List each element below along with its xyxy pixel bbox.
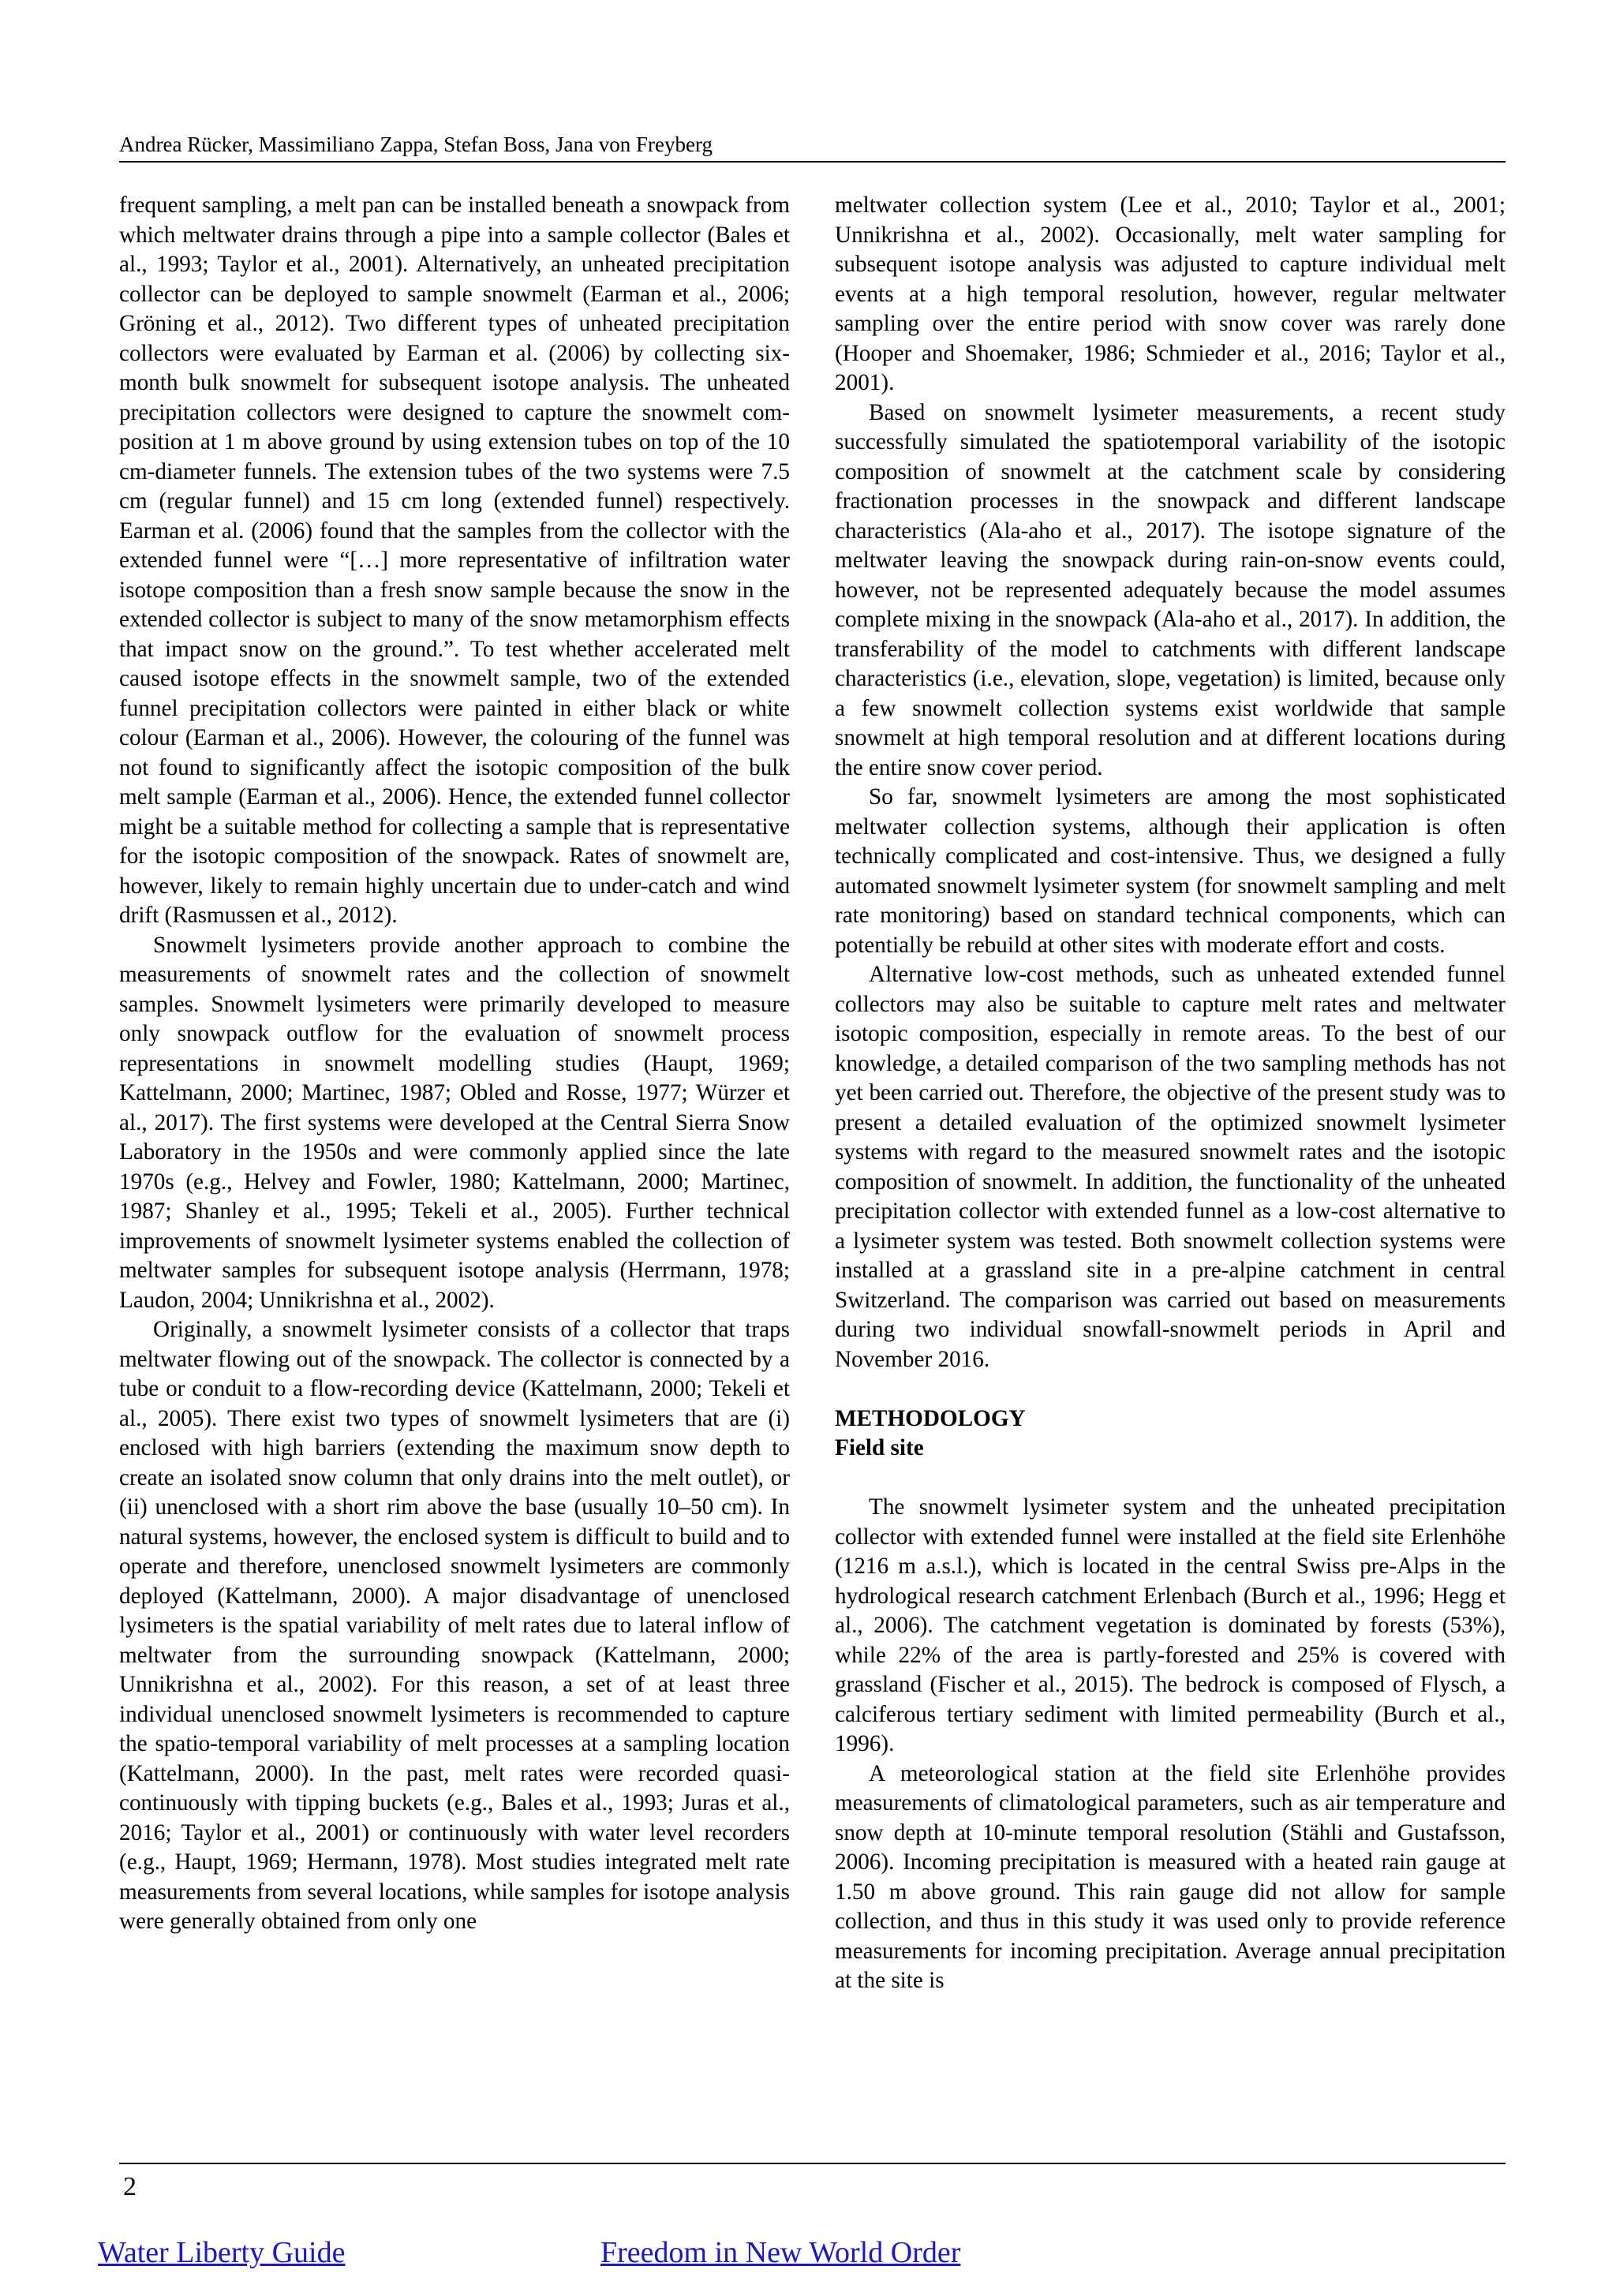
section-heading: METHODOLOGY [835, 1405, 1026, 1431]
paragraph: frequent sampling, a melt pan can be installed beneath a snowpack from which meltwater drains through a pipe into a sample collector (Bales et al., 1993; Taylor et al., 2001). Alternatively, an unheated precipitation collector can be deployed to sample snowmelt (Earman et al., 2006; Gröning et al., 2012). Two different types of unheated precipitation collectors were evaluated by Earman et al. (2006) by collecting six-month bulk snowmelt for subsequent isotope analysis. The unheated precipitation collectors were designed to capture the snowmelt composition at 1 m above ground by using extension tubes on top of the 10 cm-diameter funnels. The extension tubes of the two systems were 7.5 cm (regular funnel) and 15 cm long (extended funnel) respectively. Earman et al. (2006) found that the samples from the collector with the extended funnel were “[…] more representative of infiltration water isotope composition than a fresh snow sample because the snow in the extended collector is subject to many of the snow metamorphism effects that impact snow on the ground.”. To test whether accelerated melt caused isotope effects in the snowmelt sample, two of the extended funnel precipitation collectors were painted in either black or white colour (Earman et al., 2006). However, the colouring of the funnel was not found to significantly affect the isotopic composition of the bulk melt sample (Earman et al., 2006). Hence, the extended funnel collector might be a suitable method for collecting a sample that is representative for the isotopic composition of the snowpack. Rates of snowmelt are, however, likely to remain highly uncertain due to under-catch and wind drift (Rasmussen et al., 2012). [119, 193, 790, 928]
paragraph: Based on snowmelt lysimeter measurements, a recent study successfully simulated the spatiotemporal variability of the isotopic composition of snowmelt at the catchment scale by considering fractionation processes in the snowpack and different landscape characteristics (Ala-aho et al., 2017). The isotope signature of the meltwater leaving the snowpack during rain-on-snow events could, however, not be represented adequately because the model assumes complete mixing in the snowpack (Ala-aho et al., 2017). In addition, the transferability of the model to catchments with different landscape characteristics (i.e., elevation, slope, vegetation) is limited, because only a few snowmelt collection systems exist worldwide that sample snowmelt at high temporal resolution and at different locations during the entire snow cover period. [835, 399, 1506, 780]
paragraph: meltwater collection system (Lee et al., 2010; Taylor et al., 2001; Unnikrishna et al., 2002). Occasionally, melt water sampling for subsequent isotope analysis was adjusted to capture individual melt events at a high temporal resolution, however, regular meltwater sampling over the entire period with snow cover was rarely done (Hooper and Shoemaker, 1986; Schmieder et al., 2016; Taylor et al., 2001). [835, 193, 1506, 395]
section-spacer [835, 1464, 1506, 1494]
paragraph: Originally, a snowmelt lysimeter consists of a collector that traps meltwater flowing out of the snowpack. The collector is connected by a tube or conduit to a flow-recording device (Kattelmann, 2000; Tekeli et al., 2005). There exist two types of snowmelt lysimeters that are (i) enclosed with high barriers (extending the maximum snow depth to create an isolated snow column that only drains into the melt outlet), or (ii) unenclosed with a short rim above the base (usually 10–50 cm). In natural systems, however, the enclosed system is difficult to build and to operate and therefore, unenclosed snowmelt lysimeters are commonly deployed (Kattelmann, 2000). A major disadvantage of unenclosed lysimeters is the spatial variability of melt rates due to lateral inflow of meltwater from the surrounding snowpack (Kattelmann, 2000; Unnikrishna et al., 2002). For this reason, a set of at least three individual unenclosed snowmelt lysimeters is recommended to capture the spatio-temporal variability of melt processes at a sampling location (Kattelmann, 2000). In the past, melt rates were recorded quasi-continuously with tipping buckets (e.g., Bales et al., 1993; Juras et al., 2016; Taylor et al., 2001) or continuously with water level recorders (e.g., Haupt, 1969; Hermann, 1978). Most studies integrated melt rate measurements from several locations, while samples for isotope analysis were generally obtained from only one [119, 1317, 790, 1934]
paragraph: Snowmelt lysimeters provide another approach to combine the measurements of snowmelt rates and the collection of snowmelt samples. Snowmelt lysimeters were primarily developed to measure only snowpack outflow for the evaluation of snowmelt process representations in snowmelt modelling studies (Haupt, 1969; Kattelmann, 2000; Martinec, 1987; Obled and Rosse, 1977; Würzer et al., 2017). The first systems were developed at the Central Sierra Snow Laboratory in the 1950s and were commonly applied since the late 1970s (e.g., Helvey and Fowler, 1980; Kattelmann, 2000; Martinec, 1987; Shanley et al., 1995; Tekeli et al., 2005). Further technical improvements of snowmelt lysimeter systems enabled the collection of meltwater samples for subsequent isotope analysis (Herrmann, 1978; Laudon, 2004; Unnikrishna et al., 2002). [119, 932, 790, 1313]
water-liberty-guide-link[interactable]: Water Liberty Guide [98, 2236, 346, 2269]
section-spacer [835, 1374, 1506, 1404]
right-column [835, 191, 1506, 1996]
page-number: 2 [123, 2172, 137, 2201]
paragraph: Alternative low-cost methods, such as unheated extended funnel collectors may also be suitable to capture melt rates and meltwater isotopic composition, especially in remote areas. To the best of our knowledge, a detailed comparison of the two sampling methods has not yet been carried out. Therefore, the objective of the present study was to present a detailed evaluation of the optimized snowmelt lysimeter systems with regard to the measured snowmelt rates and the isotopic composition of snowmelt. In addition, the functionality of the unheated precipitation collector with extended funnel as a low-cost alternative to a lysimeter system was tested. Both snowmelt collection systems were installed at a grassland site in a pre-alpine catchment in central Switzerland. The comparison was carried out based on measurements during two individual snowfall-snowmelt periods in April and November 2016. [835, 962, 1506, 1372]
freedom-new-world-order-link[interactable]: Freedom in New World Order [600, 2236, 961, 2269]
left-column [119, 191, 790, 1937]
running-header-authors: Andrea Rücker, Massimiliano Zappa, Stefan Boss, Jana von Freyberg [119, 133, 713, 156]
paragraph: So far, snowmelt lysimeters are among the most sophisticated meltwater collection systems, although their application is often technically complicated and cost-intensive. Thus, we designed a fully automated snowmelt lysimeter system (for snowmelt sampling and melt rate monitoring) based on standard technical components, which can potentially be rebuild at other sites with moderate effort and costs. [835, 784, 1506, 958]
subsection-heading: Field site [835, 1435, 924, 1460]
footer-divider [119, 2163, 1506, 2164]
paragraph: The snowmelt lysimeter system and the unheated precipitation collector with extended funnel were installed at the field site Erlenhöhe (1216 m a.s.l.), which is located in the central Swiss pre-Alps in the hydrological research catchment Erlenbach (Burch et al., 1996; Hegg et al., 2006). The catchment vegetation is dominated by forests (53%), while 22% of the area is partly-forested and 25% is covered with grassland (Fischer et al., 2015). The bedrock is composed of Flysch, a calciferous tertiary sediment with limited permeability (Burch et al., 1996). [835, 1494, 1506, 1756]
header-divider [119, 161, 1506, 163]
paragraph: A meteorological station at the field site Erlenhöhe provides measurements of climatological parameters, such as air temperature and snow depth at 10-minute temporal resolution (Stähli and Gustafsson, 2006). Incoming precipitation is measured with a heated rain gauge at 1.50 m above ground. This rain gauge did not allow for sample collection, and thus in this study it was used only to provide reference measurements for incoming precipitation. Average annual precipitation at the site is [835, 1760, 1506, 1993]
